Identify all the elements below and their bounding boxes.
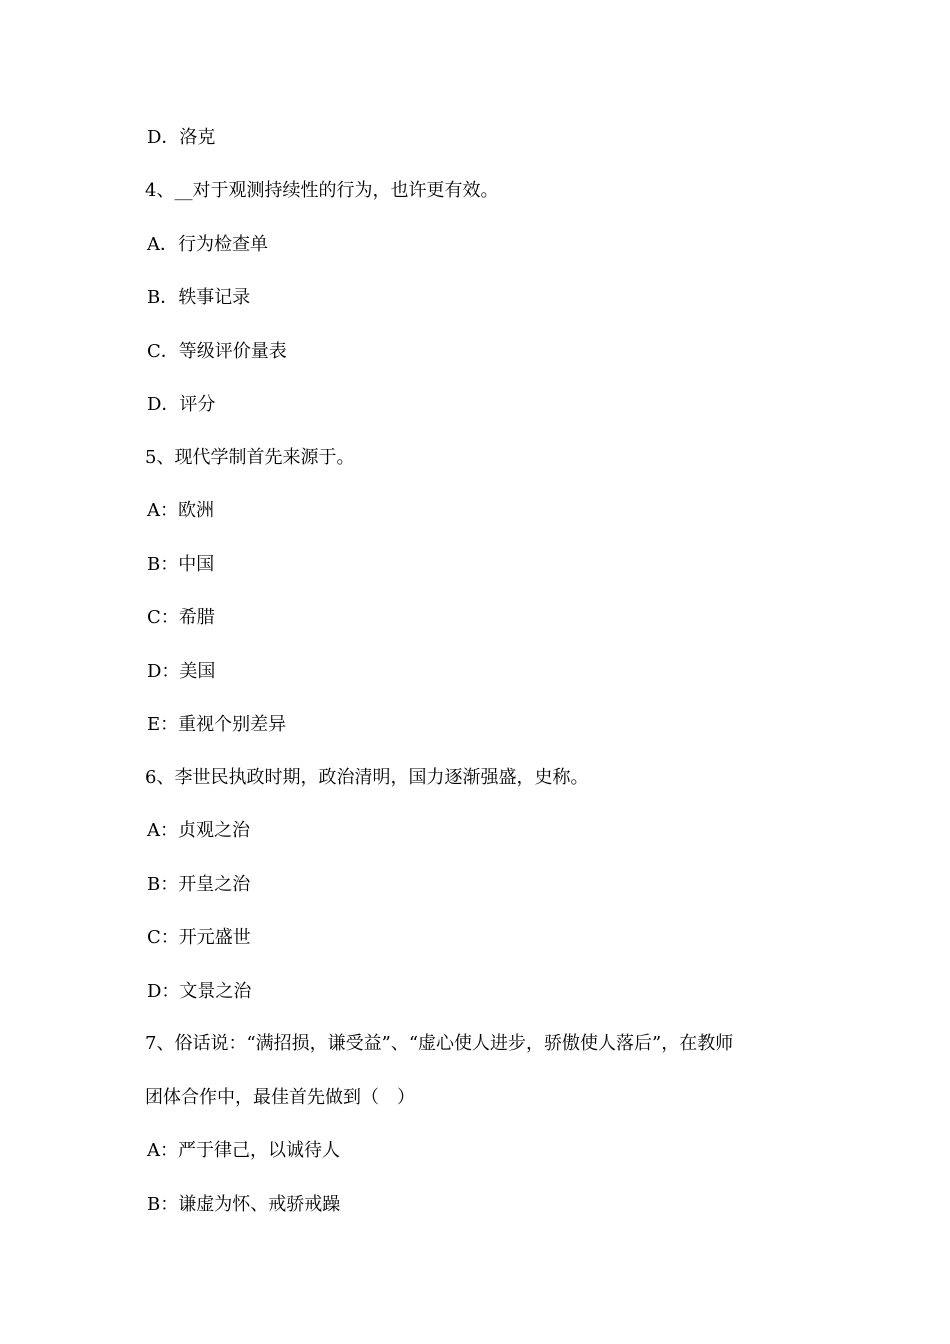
question-5-option-e: E：重视个别差异 <box>147 714 287 735</box>
question-7-stem-line-2: 团体合作中，最佳首先做到（ ） <box>145 1087 415 1108</box>
question-7-option-b: B：谦虚为怀、戒骄戒躁 <box>147 1194 341 1215</box>
question-5-stem: 5、现代学制首先来源于。 <box>145 447 355 468</box>
question-6-option-b: B：开皇之治 <box>147 874 251 895</box>
question-6-stem: 6、李世民执政时期，政治清明，国力逐渐强盛，史称。 <box>145 767 589 788</box>
question-5-option-a: A：欧洲 <box>147 500 214 521</box>
question-6-option-c: C：开元盛世 <box>147 927 251 948</box>
question-7-stem-line-1: 7、俗话说：“满招损，谦受益”、“虚心使人进步，骄傲使人落后”，在教师 <box>145 1033 734 1054</box>
question-5-option-d: D：美国 <box>147 661 216 682</box>
question-4-option-d: D．评分 <box>147 394 216 415</box>
question-5-option-c: C：希腊 <box>147 607 215 628</box>
question-6-option-d: D：文景之治 <box>147 981 252 1002</box>
question-7-option-a: A：严于律己，以诚待人 <box>147 1140 340 1161</box>
prev-question-option-d: D．洛克 <box>147 127 216 148</box>
question-5-option-b: B：中国 <box>147 554 215 575</box>
question-4-stem: 4、__对于观测持续性的行为，也许更有效。 <box>145 180 499 201</box>
question-6-option-a: A：贞观之治 <box>147 820 250 841</box>
question-4-option-a: A．行为检查单 <box>147 234 268 255</box>
question-4-option-b: B．轶事记录 <box>147 287 251 308</box>
question-4-option-c: C．等级评价量表 <box>147 341 287 362</box>
